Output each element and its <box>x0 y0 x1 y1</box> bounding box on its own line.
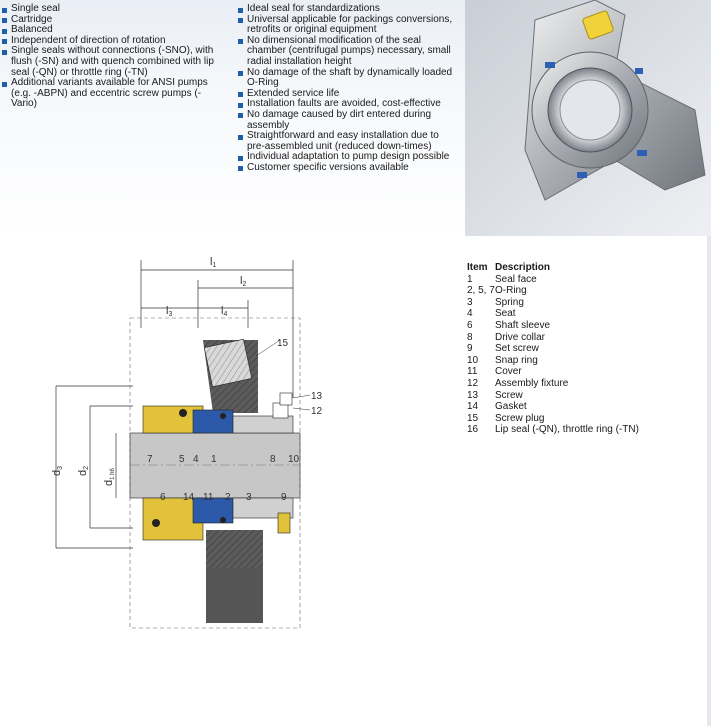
callout-10: 10 <box>288 454 300 465</box>
legend-item-description: Screw plug <box>495 412 545 424</box>
sectional-drawing <box>48 248 378 636</box>
legend-item-description: Seat <box>495 308 516 320</box>
legend-item-description: Seal face <box>495 273 537 285</box>
legend-item-number: 14 <box>467 401 479 413</box>
legend-item-description: Gasket <box>495 401 527 413</box>
legend-header <box>467 262 639 274</box>
legend-item-number: 16 <box>467 424 479 436</box>
legend-row <box>467 332 639 344</box>
feature-item: Cartridge <box>2 15 224 26</box>
parts-legend <box>467 262 639 436</box>
feature-item: Universal applicable for packings conversions, retrofits or original equipment <box>238 15 454 36</box>
legend-item-number: 9 <box>467 343 473 355</box>
feature-item: Individual adaptation to pump design possible <box>238 152 454 163</box>
legend-item-number: 4 <box>467 308 473 320</box>
legend-item-description: O-Ring <box>495 285 527 297</box>
callout-3: 3 <box>246 492 252 503</box>
legend-row <box>467 355 639 367</box>
dim-l1: l1 <box>210 256 217 269</box>
legend-item-description: Snap ring <box>495 354 538 366</box>
feature-item: Single seal <box>2 4 224 15</box>
legend-item-description: Lip seal (-QN), throttle ring (-TN) <box>495 424 639 436</box>
callout-4: 4 <box>193 454 199 465</box>
legend-item-number: 13 <box>467 389 479 401</box>
legend-row <box>467 390 639 402</box>
feature-item: Ideal seal for standardizations <box>238 4 454 15</box>
legend-item-number: 1 <box>467 273 473 285</box>
legend-row <box>467 366 639 378</box>
feature-list-right <box>238 4 454 174</box>
dim-l3: l3 <box>166 305 173 318</box>
legend-item-description: Screw <box>495 389 523 401</box>
callout-15: 15 <box>277 338 289 349</box>
legend-item-number: 3 <box>467 296 473 308</box>
legend-row <box>467 401 639 413</box>
legend-description-header: Description <box>495 262 551 273</box>
callout-6: 6 <box>160 492 166 503</box>
legend-item-number: 11 <box>467 366 478 378</box>
legend-item-description: Drive collar <box>495 331 546 343</box>
legend-item-number: 8 <box>467 331 473 343</box>
legend-row <box>467 320 639 332</box>
legend-item-number: 12 <box>467 377 479 389</box>
legend-rows <box>467 274 639 436</box>
legend-item-number: 2, 5, 7 <box>467 285 495 297</box>
legend-row <box>467 285 639 297</box>
feature-item: Extended service life <box>238 89 454 100</box>
legend-item-description: Assembly fixture <box>495 377 569 389</box>
feature-item: Balanced <box>2 25 224 36</box>
legend-item-description: Set screw <box>495 343 539 355</box>
legend-item-description: Spring <box>495 296 524 308</box>
feature-item: No damage caused by dirt entered during assembly <box>238 110 454 131</box>
dim-d1: d1 h6 <box>103 468 116 486</box>
callout-9: 9 <box>281 492 287 503</box>
legend-item-description: Shaft sleeve <box>495 319 551 331</box>
legend-item-description: Cover <box>495 366 522 378</box>
legend-item-number: 10 <box>467 354 479 366</box>
product-photo <box>465 0 711 236</box>
legend-item-number: 6 <box>467 319 473 331</box>
feature-item: Single seals without connections (-SNO), with flush (-SN) and with quench combined with lip seal (-QN) or throttle ring (-TN) <box>2 46 224 78</box>
feature-item: Additional variants available for ANSI pumps (e.g. -ABPN) and eccentric screw pumps (-Vario) <box>2 78 224 110</box>
legend-row <box>467 378 639 390</box>
legend-row <box>467 343 639 355</box>
callout-12: 12 <box>311 406 323 417</box>
callout-2: 2 <box>225 492 231 503</box>
legend-item-number: 15 <box>467 412 479 424</box>
callout-7: 7 <box>147 454 153 465</box>
callout-1: 1 <box>211 454 217 465</box>
callout-14: 14 <box>183 492 195 503</box>
feature-item: Customer specific versions available <box>238 163 454 174</box>
legend-row <box>467 424 639 436</box>
legend-row <box>467 413 639 425</box>
callout-5: 5 <box>179 454 185 465</box>
callout-13: 13 <box>311 391 323 402</box>
dim-l4: l4 <box>221 305 228 318</box>
feature-item: Straightforward and easy installation due to pre-assembled unit (reduced down-times) <box>238 131 454 152</box>
legend-row <box>467 274 639 286</box>
feature-item: No damage of the shaft by dynamically loaded O-Ring <box>238 68 454 89</box>
callout-11: 11 <box>203 492 214 503</box>
dim-l2: l2 <box>240 275 247 288</box>
legend-row <box>467 308 639 320</box>
feature-item: Installation faults are avoided, cost-effective <box>238 99 454 110</box>
page-edge <box>707 236 711 726</box>
callout-8: 8 <box>270 454 276 465</box>
dim-d3: d3 <box>51 465 64 476</box>
feature-list-left <box>2 4 224 110</box>
legend-item-header: Item <box>467 262 488 273</box>
dim-d2: d2 <box>77 465 90 476</box>
legend-row <box>467 297 639 309</box>
feature-item: No dimensional modification of the seal chamber (centrifugal pumps) necessary, small radial installation height <box>238 36 454 68</box>
feature-item: Independent of direction of rotation <box>2 36 224 47</box>
